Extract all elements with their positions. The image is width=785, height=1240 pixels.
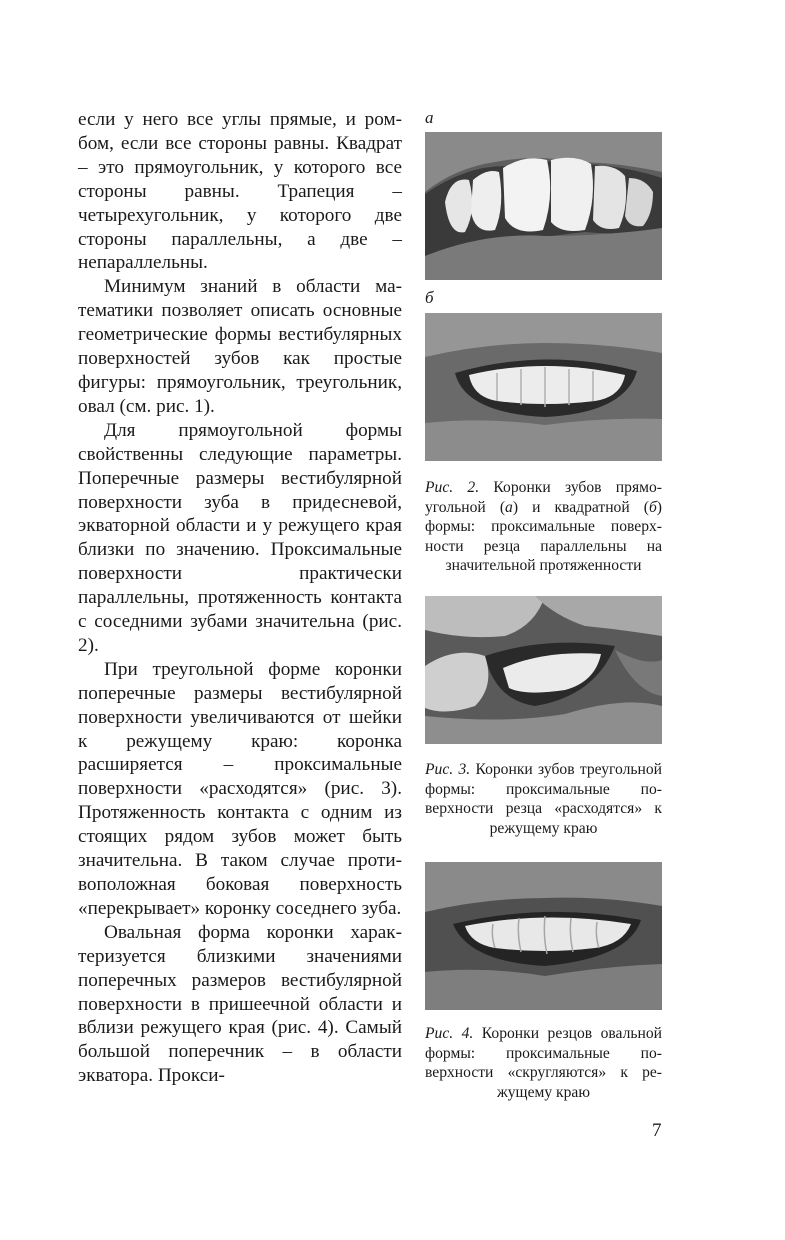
figure-2a-photo (425, 132, 662, 280)
paragraph-1: если у него все углы прямые, и ромбом, если все стороны равны. Квадрат – это прямоугольник, у которого все стороны равны. Трапеция – четырехугольник, у которого две стороны параллельны, а две – непараллельны. (78, 109, 402, 274)
figure-2a-letter: а (425, 108, 434, 127)
figure-2-text-3: ) формы: проксимальные поверхности резца параллельны на значительной протяженности (425, 498, 662, 575)
figure-3-caption (425, 760, 662, 838)
figure-2-text-2: ) и квадратной ( (512, 498, 649, 516)
figure-2-italic-a: а (505, 498, 513, 516)
paragraph-3: Для прямоугольной формы свойственны следующие параметры. Поперечные размеры вестибулярной поверхности зуба в придесневой, экваторной области и у режущего края близки по значению. Проксимальные поверхности практически параллельны, протяженность контакта с соседними зубами значительна (рис. 2). (78, 419, 402, 656)
page-number: 7 (652, 1120, 662, 1141)
figure-4-label: Рис. 4. (425, 1025, 474, 1042)
paragraph-4: При треугольной форме коронки поперечные размеры вестибулярной поверхности увеличиваются от шейки к режущему краю: коронка расширяется – проксимальные поверхности «расходятся» (рис. 3). Протяженность контакта с одним из стоящих рядом зубов может быть значительна. В таком случае противоположная боковая поверхность «перекрывает» коронку соседнего зуба. (78, 658, 402, 919)
figure-2-caption (425, 478, 662, 576)
figure-3-text: Коронки зубов треугольной формы: проксимальные поверхности резца «расходятся» к режущему краю (425, 761, 662, 837)
figure-2-label: Рис. 2. (425, 479, 480, 496)
main-text-column (78, 108, 402, 1088)
figure-2b-photo (425, 313, 662, 461)
figure-2-italic-b: б (648, 498, 657, 516)
figure-2b-letter: б (425, 288, 434, 307)
figure-3-photo (425, 596, 662, 744)
paragraph-5: Овальная форма коронки характеризуется близкими значениями поперечных размеров вестибулярной поверхности в пришеечной области и вблизи режущего края (рис. 4). Самый большой поперечник – в области экватора. Прокси- (78, 921, 402, 1087)
figure-4-photo (425, 862, 662, 1010)
figure-4-text: Коронки резцов овальной формы: проксимальные поверхности «скругляются» к режущему краю (425, 1025, 662, 1101)
figure-2-text-1: Коронки зубов прямоугольной ( (425, 479, 662, 516)
figure-4-caption (425, 1024, 662, 1102)
paragraph-2: Минимум знаний в области математики позволяет описать основные геометрические формы вестибулярных поверхностей зубов как простые фигуры: прямоугольник, треугольник, овал (см. рис. 1). (78, 276, 402, 417)
figure-3-label: Рис. 3. (425, 761, 471, 778)
